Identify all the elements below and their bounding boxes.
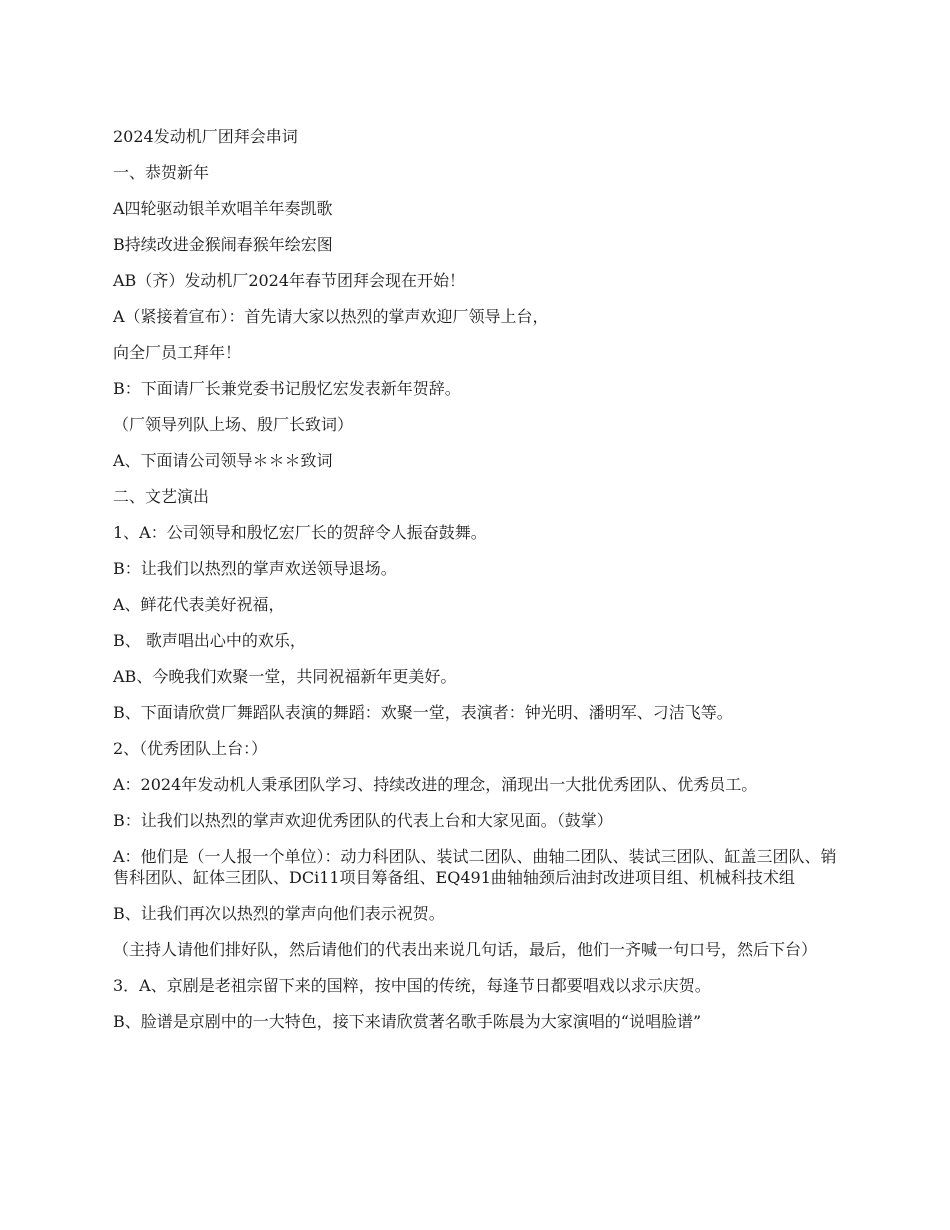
paragraph: B：让我们以热烈的掌声欢送领导退场。 — [113, 559, 397, 578]
paragraph: （主持人请他们排好队，然后请他们的代表出来说几句话，最后，他们一齐喊一句口号，然后下台） — [113, 940, 818, 959]
paragraph: B、让我们再次以热烈的掌声向他们表示祝贺。 — [113, 904, 445, 923]
paragraph: 向全厂员工拜年！ — [113, 343, 242, 362]
paragraph: B、下面请欣赏厂舞蹈队表演的舞蹈：欢聚一堂，表演者：钟光明、潘明军、刁洁飞等。 — [113, 703, 733, 722]
paragraph: AB（齐）发动机厂2024年春节团拜会现在开始！ — [113, 271, 466, 290]
paragraph: 2、（优秀团队上台：） — [113, 739, 268, 758]
section-heading-1: 一、恭贺新年 — [113, 163, 210, 182]
paragraph: B持续改进金猴闹春猴年绘宏图 — [113, 235, 333, 254]
paragraph: 3．A、京剧是老祖宗留下来的国粹，按中国的传统，每逢节日都要唱戏以求示庆贺。 — [113, 976, 711, 995]
paragraph: 1、A：公司领导和殷忆宏厂长的贺辞令人振奋鼓舞。 — [113, 523, 487, 542]
paragraph: A：他们是（一人报一个单位）：动力科团队、装试二团队、曲轴二团队、装试三团队、缸盖三团队、销售科团队、缸体三团队、DCi11项目筹备组、EQ491曲轴轴颈后油封改进项目组、机械科技术组 — [113, 847, 837, 887]
paragraph: A（紧接着宣布）：首先请大家以热烈的掌声欢迎厂领导上台， — [113, 307, 549, 326]
paragraph: B：让我们以热烈的掌声欢迎优秀团队的代表上台和大家见面。（鼓掌） — [113, 811, 613, 830]
paragraph: B、脸谱是京剧中的一大特色，接下来请欣赏著名歌手陈晨为大家演唱的“说唱脸谱” — [113, 1012, 702, 1031]
paragraph: B：下面请厂长兼党委书记殷忆宏发表新年贺辞。 — [113, 379, 461, 398]
paragraph: A：2024年发动机人秉承团队学习、持续改进的理念，涌现出一大批优秀团队、优秀员工。 — [113, 775, 758, 794]
paragraph: B、 歌声唱出心中的欢乐， — [113, 631, 306, 650]
paragraph: A、下面请公司领导＊＊＊致词 — [113, 451, 333, 470]
paragraph: A、鲜花代表美好祝福， — [113, 595, 285, 614]
paragraph: AB、今晚我们欢聚一堂，共同祝福新年更美好。 — [113, 667, 457, 686]
doc-title: 2024发动机厂团拜会串词 — [113, 127, 298, 146]
paragraph: （厂领导列队上场、殷厂长致词） — [113, 415, 354, 434]
paragraph: A四轮驱动银羊欢唱羊年奏凯歌 — [113, 199, 333, 218]
section-heading-2: 二、文艺演出 — [113, 487, 210, 506]
